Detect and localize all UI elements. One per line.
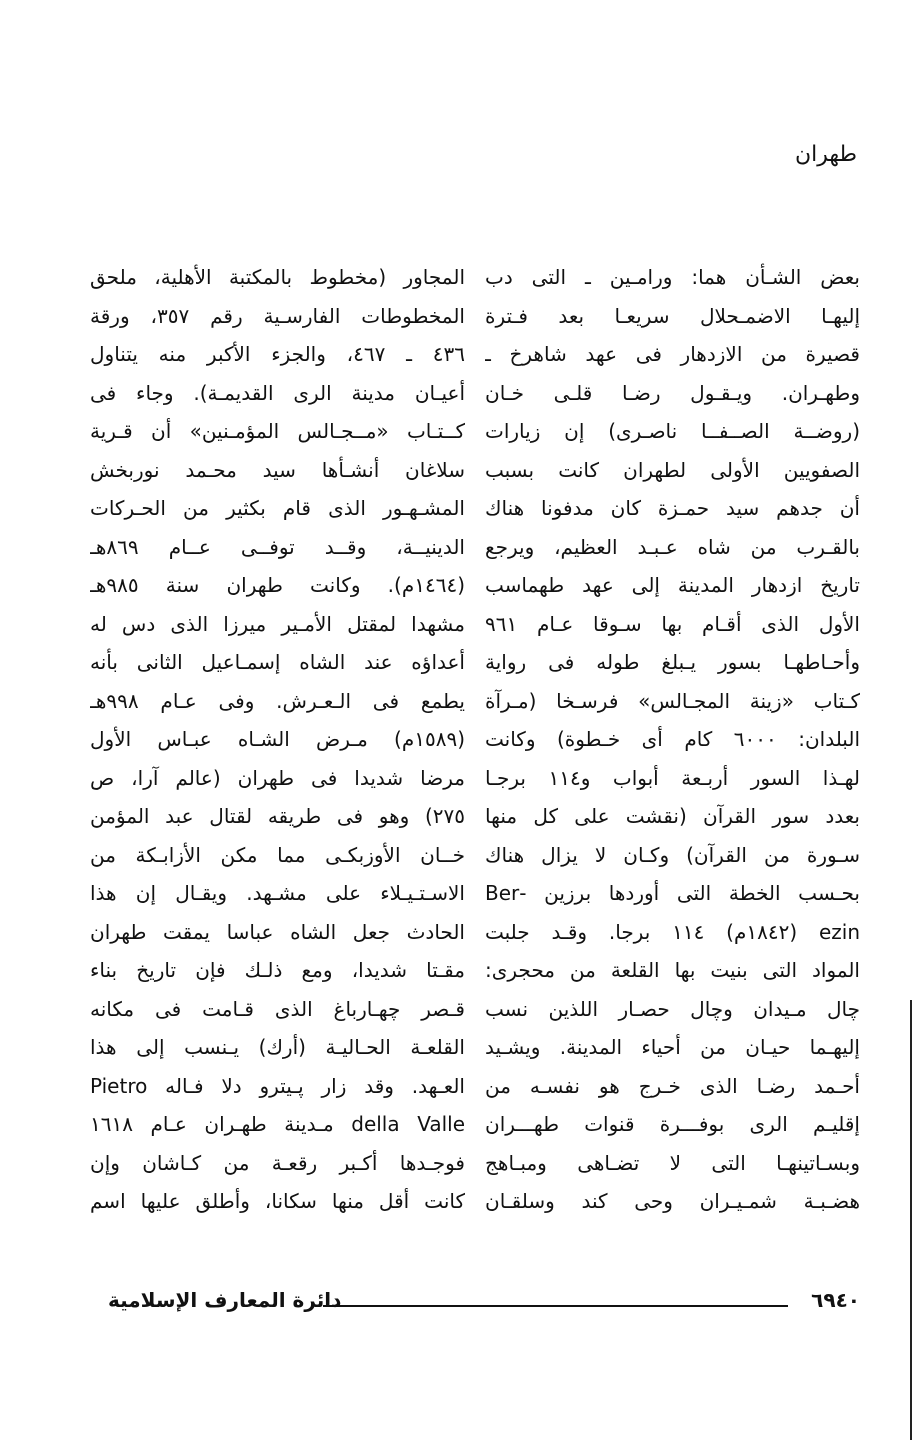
text-line: الصفويين الأولى لطهران كانت بسبب [485,457,860,482]
text-line: چال مـيدان وچال حصـار اللذين نسب [485,996,860,1021]
scan-edge-mark [910,1000,912,1440]
text-line: (روضــة الصــفــا ناصـرى) إن زيارات [485,419,860,443]
footer-rule [323,1305,788,1307]
text-line: الحادث جعل الشاه عباسا يمقت طهران [90,919,465,944]
text-line: أعداؤه عند الشاه إسمـاعيل الثانى بأنه [90,650,465,674]
text-line: المخطوطات الفارسـية رقم ٣٥٧، ورقة [90,303,465,328]
text-line: تاريخ ازدهار المدينة إلى عهد طهماسب [485,573,860,597]
right-text-column [485,258,860,1221]
text-line: إليهـما حيـان من أحياء المدينة. ويشـيد [485,1035,860,1059]
running-header: طهران [794,142,857,167]
text-line: القلعـة الحـاليـة (أرك) يـنسب إلى هذا [90,1035,465,1059]
text-line: كـتاب «زينة المجـالس» فرسـخا (مـرآة [485,688,860,713]
text-line: أعيـان مدينة الرى القديمـة). وجاء فى [90,380,465,405]
text-line: (١٤٦٤م). وكانت طهران سنة ٩٨٥هـ [90,573,465,597]
text-line: بحـسب الخطة التى أوردها برزين -Ber [485,881,860,905]
text-line: كانت أقل منها سكانا، وأطلق عليها اسم [90,1189,465,1213]
page-footer [108,1288,860,1318]
page-number: ٦٩٤٠ [811,1288,860,1312]
text-line: الدينيــة، وقــد توفــى عــام ٨٦٩هـ [90,534,465,559]
text-line: ٢٧٥) وهو فى طريقه لقتال عبد المؤمن [90,804,465,828]
text-line: المجاور (مخطوط بالمكتبة الأهلية، ملحق [90,265,465,289]
text-line: المواد التى بنيت بها القلعة من محجرى: [485,958,860,982]
text-line: أحـمد رضـا الذى خـرج هو نفسـه من [485,1073,860,1098]
text-line: ezin (١٨٤٢م) ١١٤ برجا. وقـد جلبت [485,919,860,944]
text-line: إقليـم الرى بوفـــرة قنوات طهـــران [485,1112,860,1136]
publication-title: دائرة المعارف الإسلامية [108,1288,342,1312]
text-line: أن جدهم سيد حمـزة كان مدفونا هناك [485,496,860,520]
text-line: وأحـاطهـا بسور يـبلغ طوله فى رواية [485,650,860,674]
text-line: وطهـران. ويـقـول رضـا قلـى خـان [485,380,860,405]
text-line: della Valle مـدينة طهـران عـام ١٦١٨ [90,1112,465,1136]
text-line: مرضا شديدا فى طهران (عالم آرا، ص [90,765,465,790]
left-text-column [90,258,465,1221]
text-line: بعدد سور القرآن (نقشت على كل منها [485,804,860,828]
text-line: الاسـتـيـلاء على مشـهد. ويقـال إن هذا [90,881,465,905]
text-line: هضـبـة شمـيـران وحى كند وسلقـان [485,1189,860,1213]
text-line: سـورة من القرآن) وكـان لا يزال هناك [485,842,860,867]
text-line: بالقـرب من شاه عـبـد العظيم، ويرجع [485,534,860,559]
text-line: قـصر چهـارباغ الذى قـامت فى مكانه [90,996,465,1021]
text-line: يطمع فى الـعـرش. وفى عـام ٩٩٨هـ [90,688,465,713]
text-line: كــتـاب «مــجـالس المؤمـنين» أن قـرية [90,419,465,443]
text-line: لهـذا السور أربـعة أبواب و١١٤ برجـا [485,765,860,790]
text-line: الأول الذى أقـام بها سـوقا عـام ٩٦١ [485,611,860,636]
text-line: بعض الشـأن هما: ورامـين ـ التى دب [485,265,860,289]
text-line: المشـهـور الذى قام بكثير من الحـركات [90,496,465,520]
text-line: ٤٣٦ ـ ٤٦٧، والجزء الأكبر منه يتناول [90,342,465,366]
text-line: سلاغان أنشـأها سيد محـمد نوربخش [90,457,465,482]
text-line: إليهـا الاضمـحلال سريعـا بعد فـترة [485,303,860,328]
text-line: فوجـدها أكـبر رقعـة من كـاشان وإن [90,1150,465,1175]
text-line: مشهدا لمقتل الأمـير ميرزا الذى دس له [90,611,465,636]
text-line: (١٥٨٩م) مـرض الشـاه عبـاس الأول [90,727,465,751]
text-line: البلدان: ٦٠٠٠ كام أى خـطوة) وكانت [485,727,860,751]
text-line: خــان الأوزبكـى مما مكن الأزابـكة من [90,842,465,867]
text-line: مقـتا شديدا، ومع ذلـك فإن تاريخ بناء [90,958,465,982]
text-line: وبسـاتينهـا التى لا تضـاهى ومبـاهج [485,1150,860,1175]
text-line: العـهد. وقد زار پـيترو دلا فـاله Pietro [90,1073,465,1098]
text-line: قصيرة من الازدهار فى عهد شاهرخ ـ [485,342,860,366]
